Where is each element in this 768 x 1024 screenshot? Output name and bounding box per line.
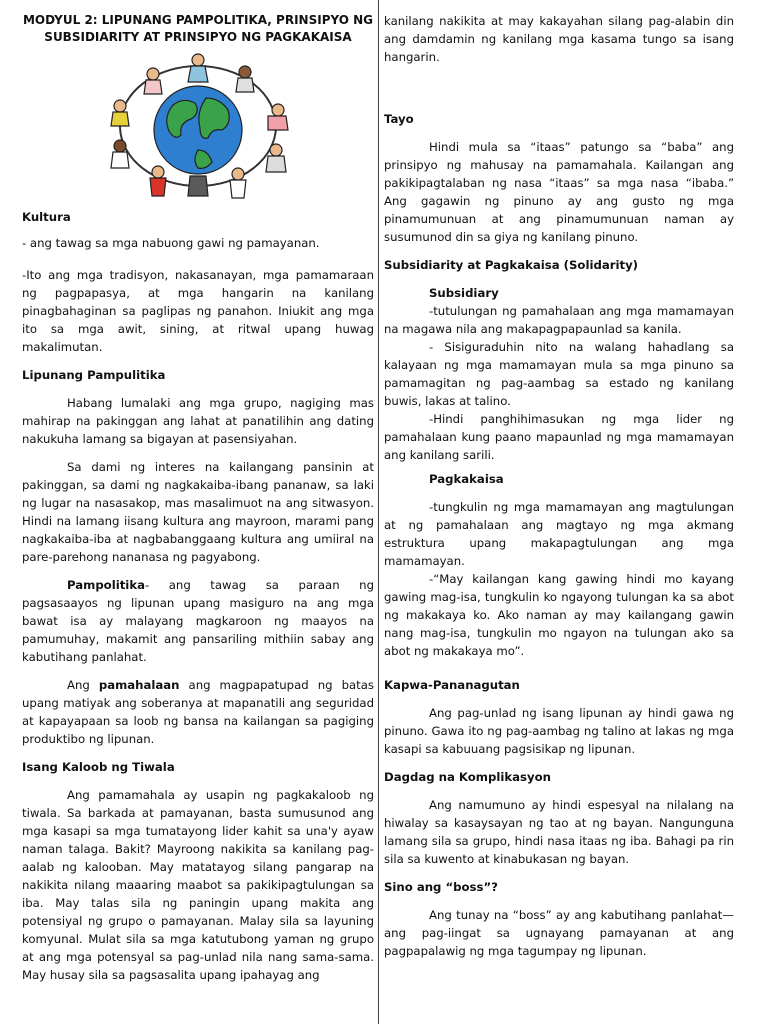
- kultura-definition: - ang tawag sa mga nabuong gawi ng pamayanan.: [22, 236, 320, 250]
- subsidiary-point-1: -tutulungan ng pamahalaan ang mga mamamayan na magawa nila ang makapagpapaunlad sa kanila.: [384, 304, 734, 336]
- pampolitika-text: - ang tawag sa paraan ng pagsasaayos ng lipunan upang masiguro na ang mga bawat isa ay malayang magkaroon ng maayos na pamumuhay, makamit ang pansariling mithiin sabay ang kabutihang panlahat.: [22, 578, 374, 664]
- pamahalaan-text: ang magpapatupad ng batas upang matiyak ang soberanya at mapanatili ang seguridad at kapayapaan sa loob ng bansa na kailangan sa pagiging produktibo ng lipunan.: [22, 678, 374, 746]
- heading-subsidiarity-pagkakaisa: Subsidiarity at Pagkakaisa (Solidarity): [384, 258, 639, 272]
- subsidiary-point-3: -Hindi panghihimasukan ng mga lider ng pamahalaan kung paano mapaunlad ng mga mamamayan ang kanilang sarili.: [384, 412, 734, 462]
- left-column: [22, 12, 374, 984]
- right-column: [384, 12, 734, 960]
- heading-kultura: Kultura: [22, 210, 71, 224]
- column-divider: [378, 0, 379, 1024]
- heading-sino-ang-boss: Sino ang “boss”?: [384, 880, 498, 894]
- kaloob-paragraph: Ang pamamahala ay usapin ng pagkakaloob ng tiwala. Sa barkada at pamayanan, basta sumusunod ang mga kasapi sa mga tumatayong lider kahit sa una'y ayaw naman talaga. Bakit? Mayroong nakikita sa kanilang pag-aalab ng kalooban. May matatayog silang pangarap na nakikita nilang maaaring maabot sa pakikipagtulungan sa iba. May talas sila ng paningin upang makita ang potensiyal ng grupo o pamayanan. Malay sila sa layuning komyunal. Mulat sila sa mga katutubong yaman ng grupo at ang mga potensyal sa pag-unlad nila nang sama-sama. May husay sila sa pagsasalita upang ipahayag ang: [22, 788, 374, 982]
- continued-paragraph: kanilang nakikita at may kakayahan silang pag-alabin din ang damdamin ng kanilang mga kasama tungo sa isang hangarin.: [384, 14, 734, 64]
- heading-pagkakaisa: Pagkakaisa: [429, 472, 504, 486]
- heading-kapwa-pananagutan: Kapwa-Pananagutan: [384, 678, 520, 692]
- heading-tayo: Tayo: [384, 112, 414, 126]
- kapwa-paragraph: Ang pag-unlad ng isang lipunan ay hindi gawa ng pinuno. Gawa ito ng pag-aambag ng talino at lakas ng mga kasapi sa kabuuang pagsisikap ng lipunan.: [384, 706, 734, 756]
- heading-isang-kaloob: Isang Kaloob ng Tiwala: [22, 760, 175, 774]
- heading-dagdag-na-komplikasyon: Dagdag na Komplikasyon: [384, 770, 551, 784]
- pagkakaisa-point-1: -tungkulin ng mga mamamayan ang magtulungan at ng pamahalaan ang magtayo ng mga akmang estruktura upang makapagtulungan ang mga mamamayan.: [384, 500, 734, 568]
- heading-subsidiary: Subsidiary: [429, 286, 499, 300]
- pagkakaisa-point-2: -“May kailangan kang gawing hindi mo kayang gawing mag-isa, tungkulin ko ngayong tulungan ka sa abot ng makakaya ko. Ako naman ay may kailangang gawin nang mag-isa, tungkulin mo ngayon na tulungan ako sa abot ng makakaya mo”.: [384, 572, 734, 658]
- pamahalaan-paragraph: [22, 676, 374, 748]
- pampolitika-paragraph: [22, 576, 374, 666]
- module-title: MODYUL 2: LIPUNANG PAMPOLITIKA, PRINSIPYO NG SUBSIDIARITY AT PRINSIPYO NG PAGKAKAISA: [22, 13, 374, 44]
- kultura-paragraph: -Ito ang mga tradisyon, nakasanayan, mga pamamaraan ng pagpapasya, at mga hangarin na kanilang pinagbahaginan sa paglipas ng panahon. Iniukit ang mga ito sa mga awit, sining, at ritwal upang huwag makalimutan.: [22, 268, 374, 354]
- pamahalaan-pre: Ang: [67, 678, 99, 692]
- heading-lipunang-pampulitika: Lipunang Pampulitika: [22, 368, 166, 382]
- pampolitika-term: Pampolitika: [67, 578, 145, 592]
- lipunan-paragraph-1: Habang lumalaki ang mga grupo, nagiging mas mahirap na pakinggan ang lahat at panatilihin ang dating nakukuha lamang sa bigayan at pasensiyahan.: [22, 396, 374, 446]
- children-around-globe-illustration: [98, 50, 298, 200]
- pamahalaan-term: pamahalaan: [98, 678, 180, 692]
- lipunan-paragraph-2: Sa dami ng interes na kailangang pansinin at pakinggan, sa dami ng nagkakaiba-ibang pananaw, sa laki ng lugar na nasasakop, mas masalimuot na ang sitwasyon. Hindi na lamang iisang kultura ang mayroon, marami pang nagkakaiba-iba at nagbabanggaang kultura ang umiiral na pare-parehong nananasa ng pagyabong.: [22, 460, 374, 564]
- dagdag-paragraph: Ang namumuno ay hindi espesyal na nilalang na hiwalay sa kasaysayan ng tao at ng bayan. Nangunguna lamang sila sa grupo, hindi nasa itaas ng iba. Bahagi pa rin sila sa kuwento at kinabukasan ng bayan.: [384, 798, 734, 866]
- tayo-paragraph: Hindi mula sa “itaas” patungo sa “baba” ang prinsipyo ng mahusay na pamamahala. Kailangan ang pakikipagtalaban ng nasa “itaas” sa mga nasa “ibaba.” Ang gagawin ng pinuno ay ang gusto ng mga pinamumunuan at ang pinamumunuan naman ay susumunod din sa giya ng kanilang pinuno.: [384, 140, 734, 244]
- subsidiary-point-2: - Sisiguraduhin nito na walang hahadlang sa kalayaan ng mga mamamayan mula sa mga pinuno sa pamamagitan ng pag-aambag sa estado ng kanilang buwis, lakas at talino.: [384, 340, 734, 408]
- boss-paragraph: Ang tunay na “boss” ay ang kabutihang panlahat—ang pag-iingat sa ugnayang pamayanan at ang pagpapalawig ng mga tagumpay ng lipunan.: [384, 908, 734, 958]
